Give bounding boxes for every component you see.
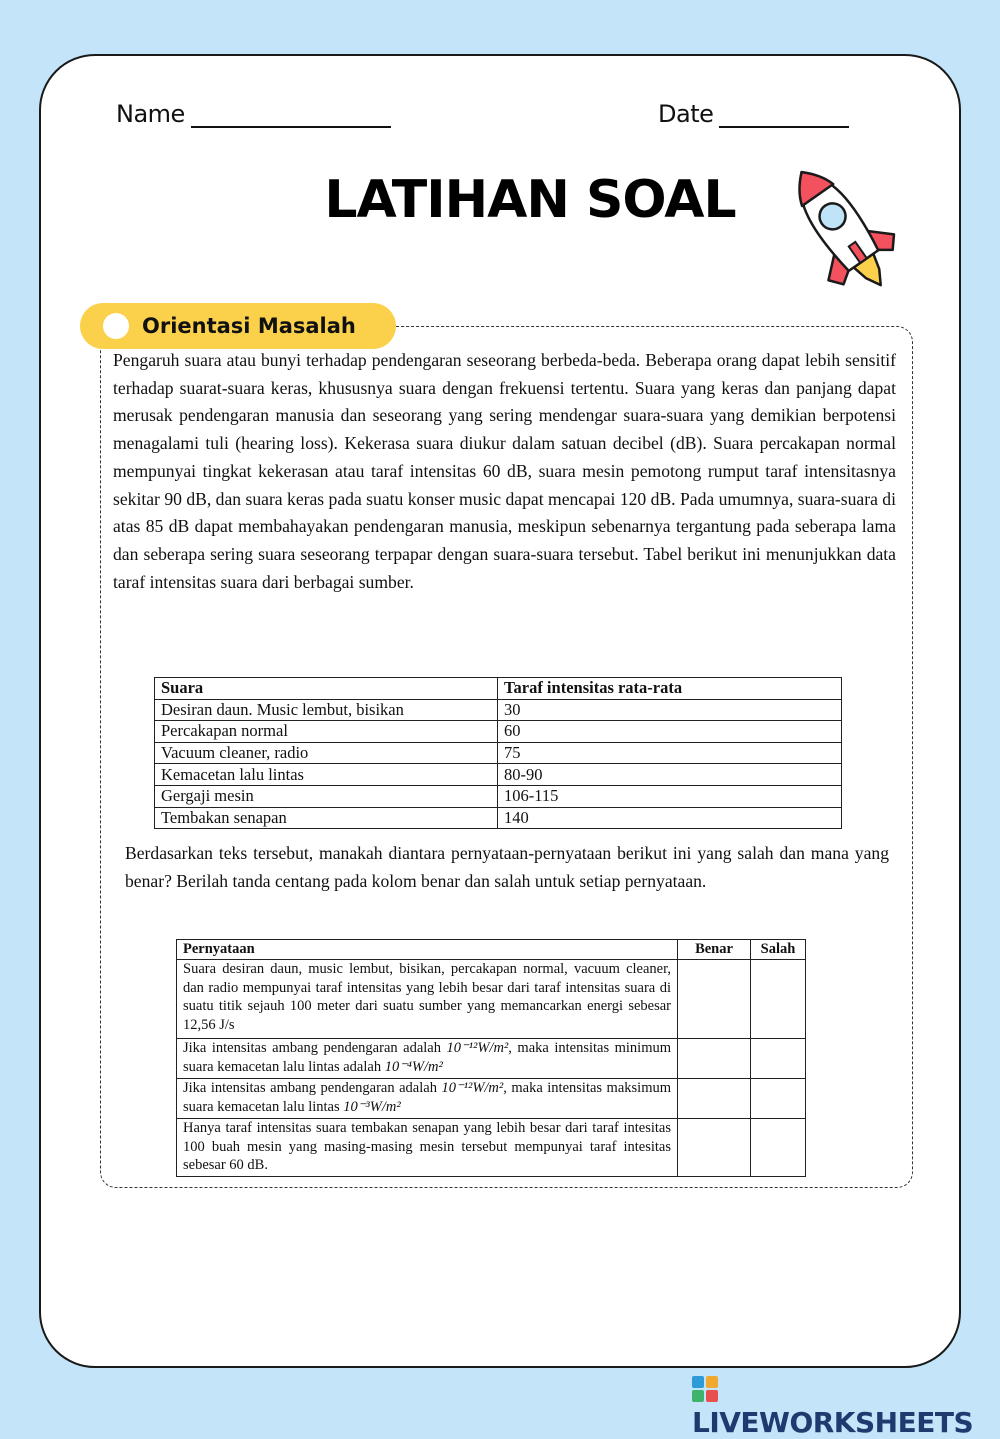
benar-checkbox[interactable]: [678, 960, 751, 1039]
table-cell: 106-115: [498, 785, 842, 807]
liveworksheets-logo-icon: [692, 1376, 718, 1402]
instruction-paragraph: Berdasarkan teks tersebut, manakah diantara pernyataan-pernyataan berikut ini yang salah dan mana yang benar? Berilah tanda centang pada kolom benar dan salah untuk setiap pernyataan.: [125, 843, 889, 891]
table-cell: Percakapan normal: [155, 721, 498, 743]
statement-text: Hanya taraf intensitas suara tembakan senapan yang lebih besar dari taraf intesitas 100 buah mesin yang masing-masing mesin tersebut mempunyai taraf intesitas sebesar 60 dB.: [177, 1119, 678, 1177]
table-header-row: [155, 678, 842, 700]
column-header: Benar: [678, 940, 751, 960]
column-header: Suara: [155, 678, 498, 700]
salah-checkbox[interactable]: [751, 1119, 806, 1177]
brand-label: LIVEWORKSHEETS: [692, 1406, 974, 1439]
date-field: [658, 100, 849, 128]
table-cell: Kemacetan lalu lintas: [155, 764, 498, 786]
table-row: [155, 742, 842, 764]
math-expression: 10⁻³W/m²: [343, 1098, 401, 1115]
liveworksheets-brand[interactable]: [692, 1373, 1000, 1439]
math-expression: 10⁻¹²W/m²: [441, 1080, 504, 1096]
sound-intensity-table: [154, 677, 842, 829]
benar-checkbox[interactable]: [678, 1119, 751, 1177]
name-input-line[interactable]: [191, 102, 391, 128]
table-row: [155, 721, 842, 743]
name-field: [116, 100, 391, 128]
statement-text-part: Jika intensitas ambang pendengaran adalah: [183, 1040, 441, 1056]
table-cell: Vacuum cleaner, radio: [155, 742, 498, 764]
salah-checkbox[interactable]: [751, 1039, 806, 1079]
table-cell: 30: [498, 699, 842, 721]
math-expression: 10⁻⁴W/m²: [384, 1058, 443, 1075]
table-cell: Desiran daun. Music lembut, bisikan: [155, 699, 498, 721]
salah-checkbox[interactable]: [751, 960, 806, 1039]
table-cell: Gergaji mesin: [155, 785, 498, 807]
column-header: Taraf intensitas rata-rata: [498, 678, 842, 700]
table-cell: 60: [498, 721, 842, 743]
statement-text-part: , maka intensitas minimum suara kemacetan lalu lintas adalah: [183, 1040, 671, 1075]
table-row: [155, 785, 842, 807]
date-label: Date: [658, 100, 714, 128]
section-tag-label: Orientasi Masalah: [142, 314, 356, 338]
table-header-row: [177, 940, 806, 960]
column-header: Salah: [751, 940, 806, 960]
statement-text-part: , maka intensitas maksimum suara kemacetan lalu lintas: [183, 1080, 672, 1115]
table-cell: 140: [498, 807, 842, 829]
date-input-line[interactable]: [719, 102, 849, 128]
name-label: Name: [116, 100, 185, 128]
page-title: LATIHAN SOAL: [324, 170, 736, 230]
statement-row: [177, 1079, 806, 1119]
table-cell: Tembakan senapan: [155, 807, 498, 829]
statement-text: Suara desiran daun, music lembut, bisikan, percakapan normal, vacuum cleaner, dan radio mempunyai taraf intensitas yang lebih besar dari taraf intensitas suara di suatu titik sejauh 100 meter dari suatu sumber yang memancarkan energi sebesar 12,56 J/s: [177, 960, 678, 1039]
intro-paragraph: Pengaruh suara atau bunyi terhadap pendengaran seseorang berbeda-beda. Beberapa orang dapat lebih sensitif terhadap suarat-suara keras, khususnya suara dengan frekuensi tertentu. Suara yang keras dan panjang dapat merusak pendengaran manusia dan seseorang yang sering mendengar suara-suara yang demikian berpotensi menagalami tuli (hearing loss). Kekerasa suara diukur dalam satuan decibel (dB). Suara percakapan normal mempunyai tingkat kekerasan atau taraf intensitas 60 dB, suara mesin pemotong rumput taraf intensitasnya sekitar 90 dB, dan suara keras pada suatu konser music dapat mencapai 120 dB. Pada umumnya, suara-suara di atas 85 dB dapat membahayakan pendengaran manusia, meskipun sebenarnya tergantung pada seberapa lama dan seberapa sering suara seseorang terpapar dengan suara-suara tersebut. Tabel berikut ini menunjukkan data taraf intensitas suara dari berbagai sumber.: [113, 350, 896, 592]
salah-checkbox[interactable]: [751, 1079, 806, 1119]
math-expression: 10⁻¹²W/m²: [446, 1040, 509, 1056]
section-tag: [80, 303, 396, 349]
rocket-icon: [770, 152, 910, 302]
circle-icon: [103, 313, 129, 339]
table-row: [155, 699, 842, 721]
benar-checkbox[interactable]: [678, 1039, 751, 1079]
statement-table: [176, 939, 806, 1177]
table-cell: 80-90: [498, 764, 842, 786]
statement-row: [177, 1039, 806, 1079]
table-row: [155, 764, 842, 786]
statement-row: [177, 1119, 806, 1177]
column-header: Pernyataan: [177, 940, 678, 960]
statement-text-part: Jika intensitas ambang pendengaran adalah: [183, 1080, 437, 1096]
statement-row: [177, 960, 806, 1039]
table-cell: 75: [498, 742, 842, 764]
statement-text: [177, 1079, 678, 1119]
statement-text: [177, 1039, 678, 1079]
benar-checkbox[interactable]: [678, 1079, 751, 1119]
table-row: [155, 807, 842, 829]
